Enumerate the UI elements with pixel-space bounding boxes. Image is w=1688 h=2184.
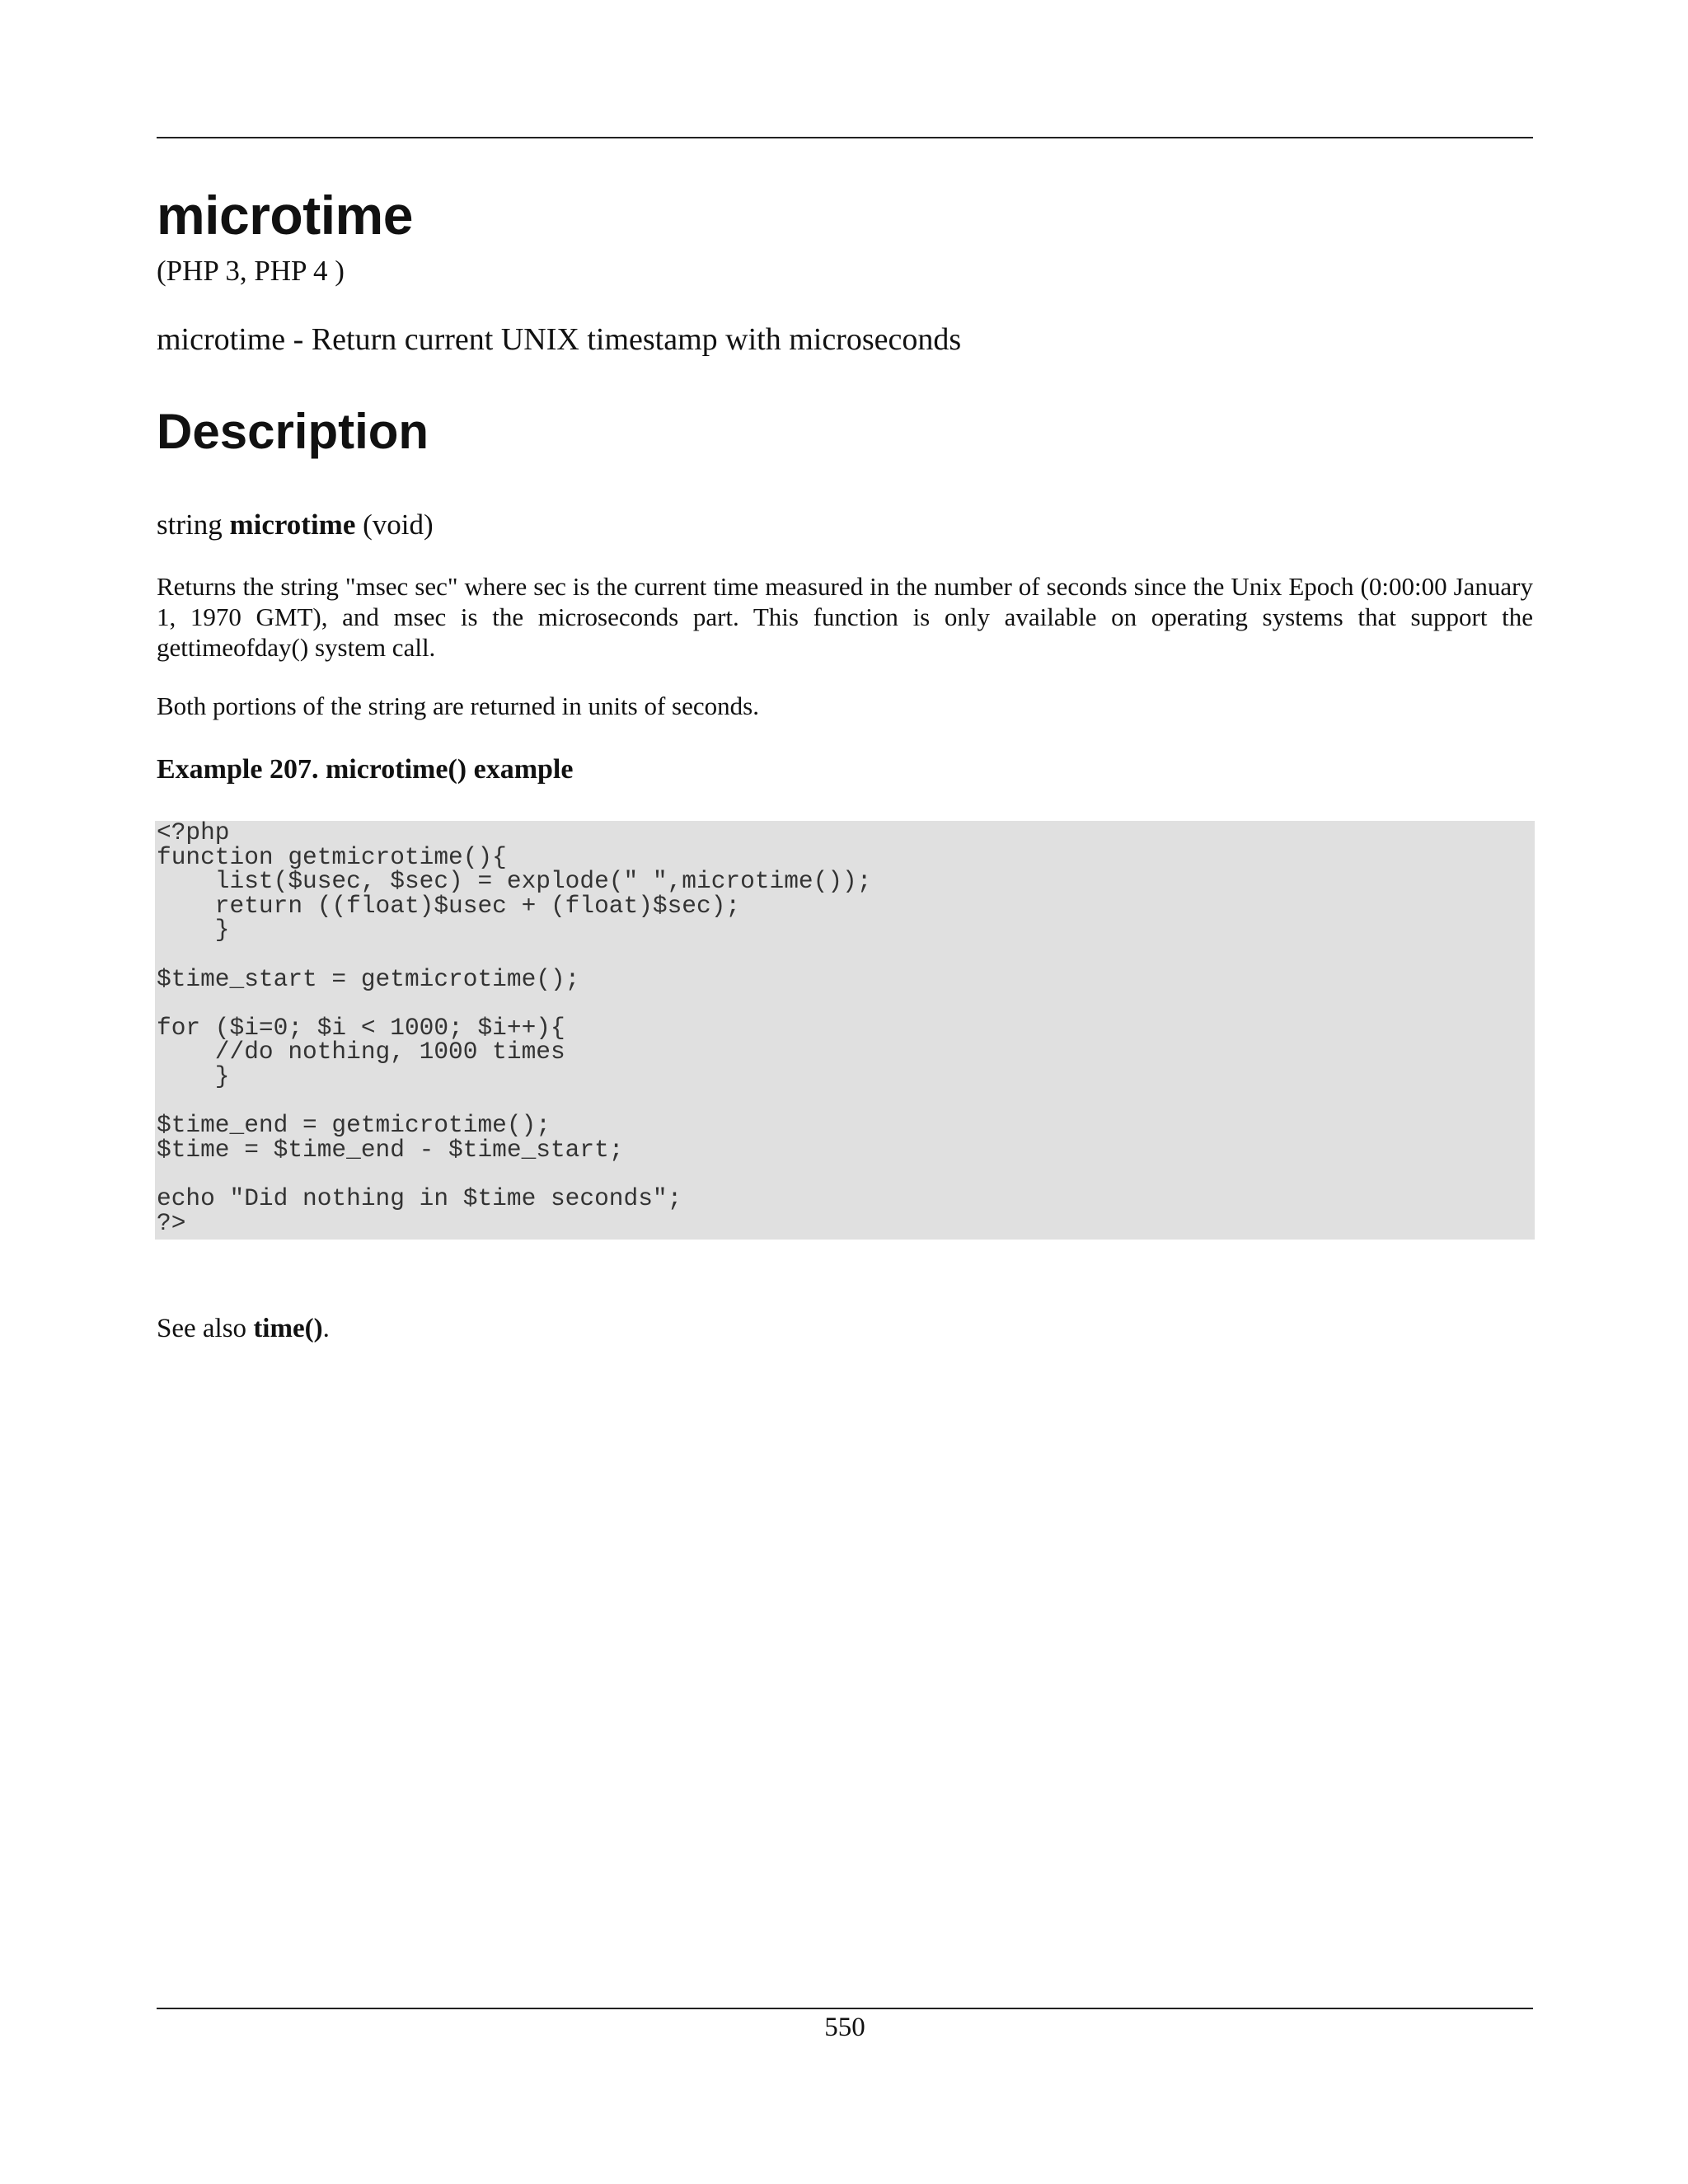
header-rule [157,137,1533,138]
function-synopsis [157,509,434,541]
see-also [157,1314,330,1343]
see-also-suffix: . [322,1314,330,1343]
document-page [157,0,1533,2184]
function-refname: microtime - Return current UNIX timestamp with microseconds [157,322,962,357]
see-also-link[interactable]: time() [253,1314,323,1343]
footer-rule [157,2008,1533,2009]
synopsis-function-name: microtime [229,509,356,541]
example-code-block: <?php function getmicrotime(){ list($usec, $sec) = explode(" ",microtime()); return ((float)$usec + (float)$sec); } $time_start = getmicrotime(); for ($i=0; $i < 1000; $i++){ //do nothing, 1000 times } $time_end = getmicrotime(); $time = $time_end - $time_start; echo "Did nothing in $time seconds"; ?> [155,821,1535,1240]
see-also-prefix: See also [157,1314,254,1343]
units-paragraph: Both portions of the string are returned in units of seconds. [157,691,759,720]
synopsis-params: (void) [363,509,434,541]
synopsis-return-type: string [157,509,223,541]
example-title: Example 207. microtime() example [157,754,574,785]
description-heading: Description [157,404,429,459]
description-paragraph: Returns the string "msec sec" where sec is the current time measured in the number of seconds since the Unix Epoch (0:00:00 January 1, 1970 GMT), and msec is the microseconds part. This function is only available on operating systems that support the gettimeofday() system call. [157,572,1533,662]
php-versions: (PHP 3, PHP 4 ) [157,255,345,287]
page-title: microtime [157,185,413,246]
page-number: 550 [824,2013,865,2042]
